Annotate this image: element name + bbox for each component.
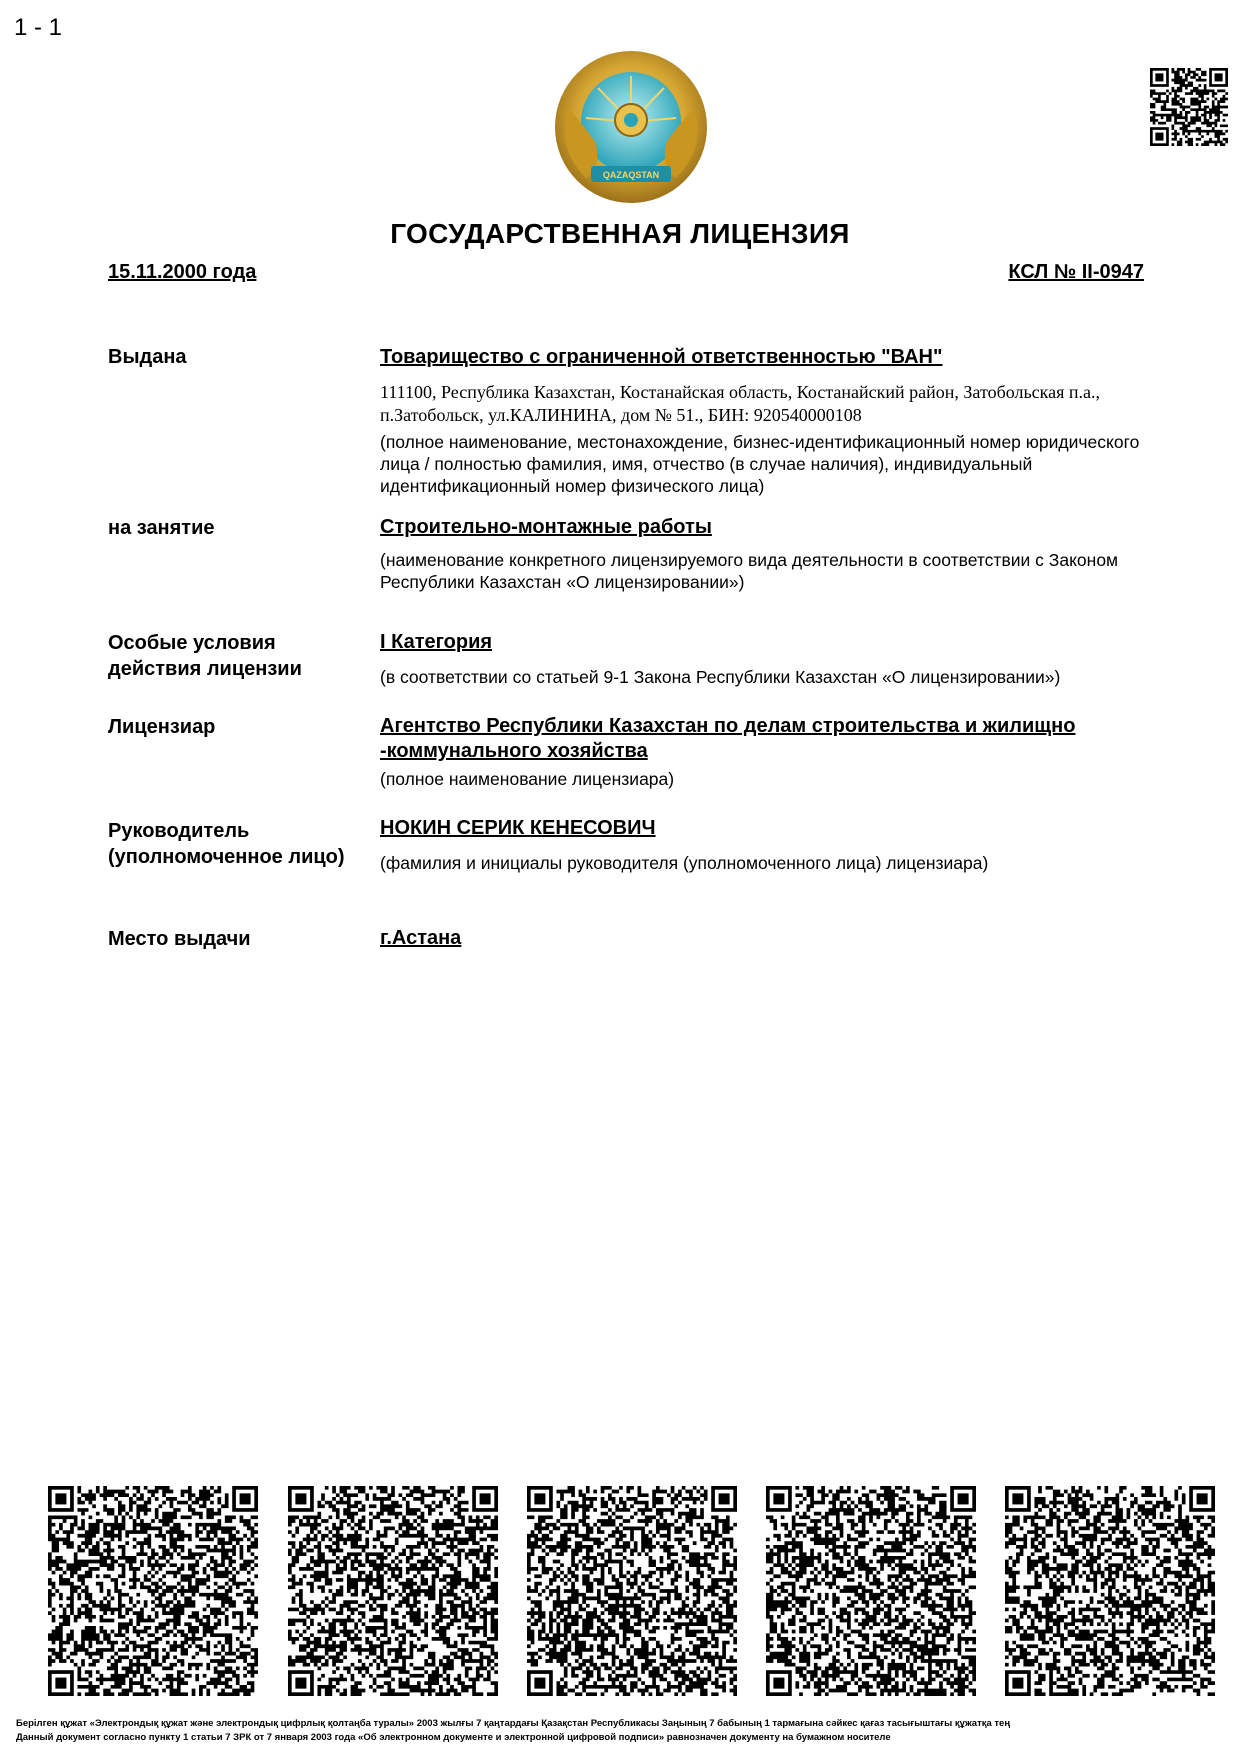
head-value: НОКИН СЕРИК КЕНЕСОВИЧ [380, 817, 656, 839]
head-label-line2: (уполномоченное лицо) [108, 846, 345, 868]
page-number: 1 - 1 [14, 14, 63, 41]
footer-line-ru: Данный документ согласно пункту 1 статьи 7 ЗРК от 7 января 2003 года «Об электронном документе и электронной цифровой подписи» равнозначен документу на бумажном носителе [16, 1732, 891, 1743]
licensor-label: Лицензиар [108, 716, 216, 738]
licensor-value-line1: Агентство Республики Казахстан по делам строительства и жилищно [380, 715, 1076, 737]
footer-legal-note [16, 1717, 1010, 1745]
issued-to-note: (полное наименование, местонахождение, бизнес-идентификационный номер юридического лица / полностью фамилия, имя, отчество (в случае наличия), индивидуальный идентификационный номер физического лица) [380, 432, 1140, 496]
document-title: ГОСУДАРСТВЕННАЯ ЛИЦЕНЗИЯ [390, 218, 850, 249]
qr-code-icon [1005, 1486, 1215, 1696]
issued-to-address: 111100, Республика Казахстан, Костанайская область, Костанайский район, Затобольская п.а., п.Затобольск, ул.КАЛИНИНА, дом № 51., БИН: 920540000108 [380, 382, 1101, 425]
activity-value: Строительно-монтажные работы [380, 516, 712, 538]
qr-code-icon [288, 1486, 498, 1696]
special-conditions-label-line2: действия лицензии [108, 658, 302, 680]
place-label: Место выдачи [108, 928, 251, 950]
activity-note: (наименование конкретного лицензируемого вида деятельности в соответствии с Законом Республики Казахстан «О лицензировании») [380, 550, 1119, 592]
emblem-banner-text: QAZAQSTAN [602, 170, 660, 180]
qr-code-icon [766, 1486, 976, 1696]
qr-code-icon [1150, 68, 1228, 146]
kazakhstan-emblem-icon [546, 48, 716, 206]
issue-date: 15.11.2000 года [108, 261, 257, 283]
qr-code-icon [527, 1486, 737, 1696]
head-label [108, 818, 345, 870]
head-note: (фамилия и инициалы руководителя (уполномоченного лица) лицензиара) [380, 853, 989, 873]
licensor-value-line2: -коммунального хозяйства [380, 740, 648, 762]
qr-code-icon [48, 1486, 258, 1696]
special-conditions-label [108, 630, 302, 682]
bottom-qr-codes [0, 1486, 1240, 1696]
licensor-note: (полное наименование лицензиара) [380, 769, 675, 789]
activity-label: на занятие [108, 517, 215, 539]
place-value: г.Астана [380, 927, 462, 949]
issued-to-value: Товарищество с ограниченной ответственностью "ВАН" [380, 346, 943, 368]
issued-to-label: Выдана [108, 346, 187, 368]
footer-line-kz: Берілген құжат «Электрондық құжат және электрондық цифрлық қолтаңба туралы» 2003 жылғы 7 қаңтардағы Қазақстан Республикасы Заңының 7 бабының 1 тармағына сәйкес қағаз тасығыштағы құжатқа тең [16, 1718, 1011, 1729]
special-conditions-note: (в соответствии со статьей 9-1 Закона Республики Казахстан «О лицензировании») [380, 667, 1061, 687]
special-conditions-value: I Категория [380, 631, 493, 653]
license-number: КСЛ № II-0947 [1008, 261, 1144, 283]
special-conditions-label-line1: Особые условия [108, 632, 276, 654]
head-label-line1: Руководитель [108, 820, 250, 842]
licensor-value [380, 714, 1150, 764]
